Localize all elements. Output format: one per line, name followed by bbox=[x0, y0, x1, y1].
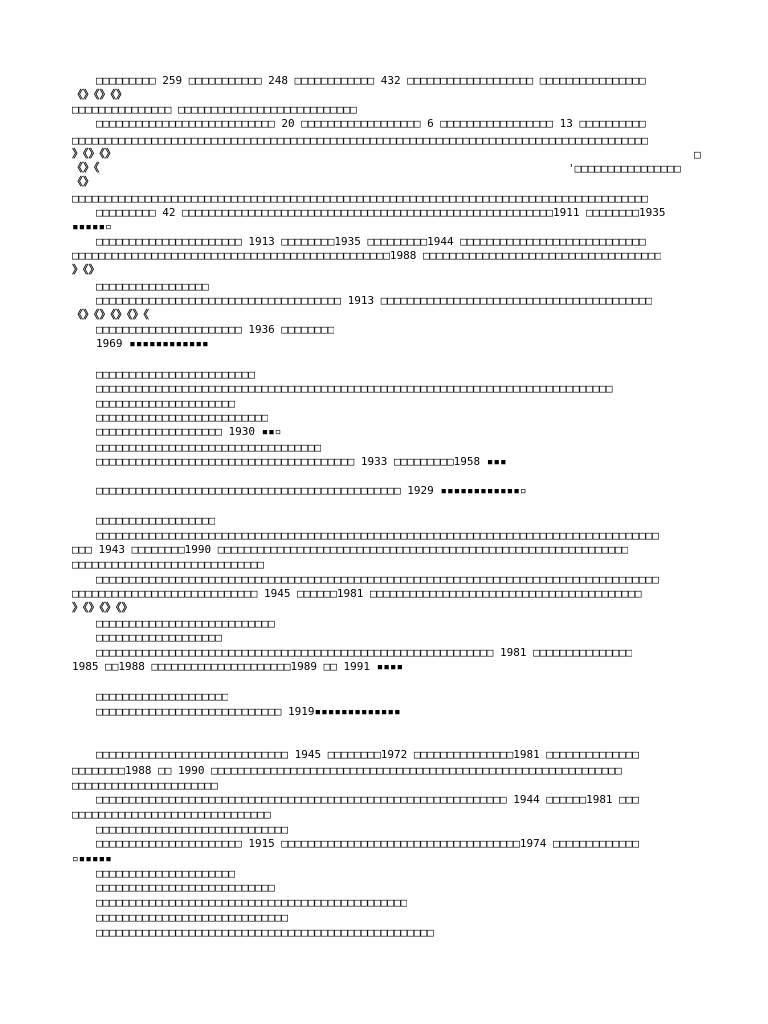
text-line: □□□□□□□□□□□□□□□□□□□□□□□□□□□□□□□□□□□□□□□□□□□□□□□ bbox=[96, 896, 408, 909]
text-line: □□□□□□□□□□□□□□□□□□□□□□□□□□□□ 1945 □□□□□□1981 □□□□□□□□□□□□□□□□□□□□□□□□□□□□□□□□□□□□□□□□□ bbox=[72, 587, 642, 600]
text-line: 1985 □□1988 □□□□□□□□□□□□□□□□□□□□□1989 □□ 1991 ▪▪▪▪ bbox=[72, 660, 404, 673]
text-line: □□□□□□□□1988 □□ 1990 □□□□□□□□□□□□□□□□□□□□□□□□□□□□□□□□□□□□□□□□□□□□□□□□□□□□□□□□□□□□□□ bbox=[72, 764, 622, 777]
text-line: □□□□□□□□□□□□□□□□□□□□□□□□□□□□□□□□□□□□□□□ 1933 □□□□□□□□□1958 ▪▪▪ bbox=[96, 455, 507, 468]
text-line: □□□ 1943 □□□□□□□□1990 □□□□□□□□□□□□□□□□□□□□□□□□□□□□□□□□□□□□□□□□□□□□□□□□□□□□□□□□□□□□□□ bbox=[72, 543, 629, 556]
text-line: □□□□□□□□□□□□□□□□□□□□□ bbox=[96, 397, 236, 410]
text-line: □□□□□□□□□□□□□□□□□□□□□□□□□□□□□□ bbox=[72, 808, 271, 821]
text-line: □□□□□□□□□□□□□□□□□□□□□□ 1913 □□□□□□□□1935 □□□□□□□□□1944 □□□□□□□□□□□□□□□□□□□□□□□□□□□□ bbox=[96, 235, 646, 248]
text-line: 》《》《》 bbox=[72, 147, 116, 160]
text-line: □□□□□□□□□□□□□□□□□ bbox=[96, 280, 209, 293]
text-line: 《》 bbox=[72, 175, 94, 188]
text-line: □□□□□□□□□□□□□□□□□□□□□□□□□□□□□ 1945 □□□□□□□□1972 □□□□□□□□□□□□□□□1981 □□□□□□□□□□□□□□ bbox=[96, 748, 640, 761]
text-line: □□□□□□□□□□□□□□□□□□□□□□□□□□□ bbox=[96, 617, 275, 630]
text-line: □□□□□□□□□□□□□□□□□□□□□□□□□□□□□□□□□□□□□□□□□□□□□□□□□□□□□□□□□□□□□□□□□□□□□□□□□□□□□□□□□□□□□□□ bbox=[72, 134, 649, 147]
text-line: □□□□□□□□□□□□□□□□□□□□□□□□□□ bbox=[96, 411, 269, 424]
text-line: □□□□□□□□□□□□□□□□□□□□□□□□□□□□□□□□□□□□□□□□□□□□□□□□□□□□□□□□□□□□□□□□□□□□□□□□□□□□□□□□□□□□□ bbox=[96, 573, 659, 586]
text-line: □□□□□□□□□□□□□□□□□□□□□□□□□□□□□ bbox=[96, 911, 289, 924]
text-line: □□□□□□□□□ 42 □□□□□□□□□□□□□□□□□□□□□□□□□□□□□□□□□□□□□□□□□□□□□□□□□□□□□□□□1911 □□□□□□□□1935 bbox=[96, 206, 666, 219]
text-line: □□□□□□□□□□□□□□□□□□□□□□□□□□□□□□□□□□□□□□□□□□□□□□□□□□□□□□□□□□□□□□ 1944 □□□□□□1981 □□□ bbox=[96, 793, 640, 806]
text-line: □□□□□□□□□□□□□□□□□□□ bbox=[96, 631, 222, 644]
text-line: 《》《》《》 bbox=[72, 88, 127, 101]
text-line: □□□□□□□□□□□□□□□□□□□□□□□□□□□□□□□□□□□□□□□□□□□□□□□□□□□□□□□□□□□□□□□□□□□□□□□□□□□□□□□□□□□□□ bbox=[96, 529, 659, 542]
text-line: 1969 ▪▪▪▪▪▪▪▪▪▪▪▪ bbox=[96, 337, 209, 350]
text-line: □□□□□□□□□□□□□□□□□□□□□□ bbox=[72, 779, 218, 792]
text-line: □□□□□□□□□ 259 □□□□□□□□□□□ 248 □□□□□□□□□□□□ 432 □□□□□□□□□□□□□□□□□□□ □□□□□□□□□□□□□□□□ bbox=[96, 74, 646, 87]
text-line: ▪▪▪▪▪▫ bbox=[72, 220, 112, 233]
text-line: □□□□□□□□□□□□□□□□□□□ 1930 ▪▪▫ bbox=[96, 425, 282, 438]
text-line: 》《》《》《》 bbox=[72, 601, 133, 614]
text-line: □□□□□□□□□□□□□□□□□□□□□□□□□□□□□□□□□□□□□ 1913 □□□□□□□□□□□□□□□□□□□□□□□□□□□□□□□□□□□□□□□□□ bbox=[96, 294, 653, 307]
text-line: □□□□□□□□□□□□□□□□□□□□□□□□□□□□□□□□□□□□□□□□□□□□□□□□1988 □□□□□□□□□□□□□□□□□□□□□□□□□□□□□□□□□□□□ bbox=[72, 249, 662, 262]
text-line: 》《》 bbox=[72, 263, 100, 276]
text-line: □□□□□□□□□□□□□□□□□□□□□□□□□□□□□□□□□□□□□□□□□□□□□□□□□□□□□□□□□□□□□□□□□□□□□□□□□□□□□□□□□□□□□□□ bbox=[72, 192, 649, 205]
text-line: □□□□□□□□□□□□□□□□□□□□□□ 1936 □□□□□□□□ bbox=[96, 323, 335, 336]
text-line: □□□□□□□□□□□□□□□□□□□□□□□□□□□□□ bbox=[96, 823, 289, 836]
text-line: □□□□□□□□□□□□□□□□□□□□□□□□ bbox=[96, 368, 255, 381]
text-line: □□□□□□□□□□□□□□□□□□□□ bbox=[96, 690, 229, 703]
text-line: □ bbox=[694, 148, 701, 161]
text-line: □□□□□□□□□□□□□□□□□□□□□□□□□□□ bbox=[96, 881, 275, 894]
text-line: □□□□□□□□□□□□□□□□□□□□□□□□□□□□□□□□□□ bbox=[96, 441, 322, 454]
text-line: □□□□□□□□□□□□□□□□□□□□□□□□□□□□□□□□□□□□□□□□□□□□□□□□□□□□□□□□□□□□□□□□□□□□□□□□□□□□□□ bbox=[96, 382, 613, 395]
text-line: □□□□□□□□□□□□□□□□□□□□□□□□□□□□□□□□□□□□□□□□□□□□□□□□□□□□□□□□□□□□ 1981 □□□□□□□□□□□□□□□ bbox=[96, 646, 633, 659]
text-line: □□□□□□□□□□□□□□□□□□□□□□□□□□□□□□□□□□□□□□□□□□□□□□ 1929 ▪▪▪▪▪▪▪▪▪▪▪▪▫ bbox=[96, 484, 527, 497]
text-line: □□□□□□□□□□□□□□□□□□□□□□ 1915 □□□□□□□□□□□□□□□□□□□□□□□□□□□□□□□□□□□□1974 □□□□□□□□□□□□□ bbox=[96, 837, 640, 850]
text-line: 《》《》《》《》《 bbox=[72, 308, 149, 321]
text-line: □□□□□□□□□□□□□□□□□□□□□ bbox=[96, 867, 236, 880]
text-line: □□□□□□□□□□□□□□□ □□□□□□□□□□□□□□□□□□□□□□□□□□□ bbox=[72, 103, 357, 116]
text-line: □□□□□□□□□□□□□□□□□□□□□□□□□□□□□□□□□□□□□□□□□□□□□□□□□□□ bbox=[96, 926, 434, 939]
text-line: '□□□□□□□□□□□□□□□□ bbox=[568, 162, 681, 175]
text-line: ▫▪▪▪▪▪ bbox=[72, 852, 112, 865]
text-line: □□□□□□□□□□□□□□□□□□□□□□□□□□□□ 1919▪▪▪▪▪▪▪▪▪▪▪▪▪ bbox=[96, 705, 401, 718]
text-line: 《》《 bbox=[72, 161, 100, 174]
text-line: □□□□□□□□□□□□□□□□□□□□□□□□□□□□□ bbox=[72, 558, 265, 571]
text-line: □□□□□□□□□□□□□□□□□□□□□□□□□□□ 20 □□□□□□□□□□□□□□□□□□ 6 □□□□□□□□□□□□□□□□□ 13 □□□□□□□□□□ bbox=[96, 117, 646, 130]
text-line: □□□□□□□□□□□□□□□□□□ bbox=[96, 514, 216, 527]
